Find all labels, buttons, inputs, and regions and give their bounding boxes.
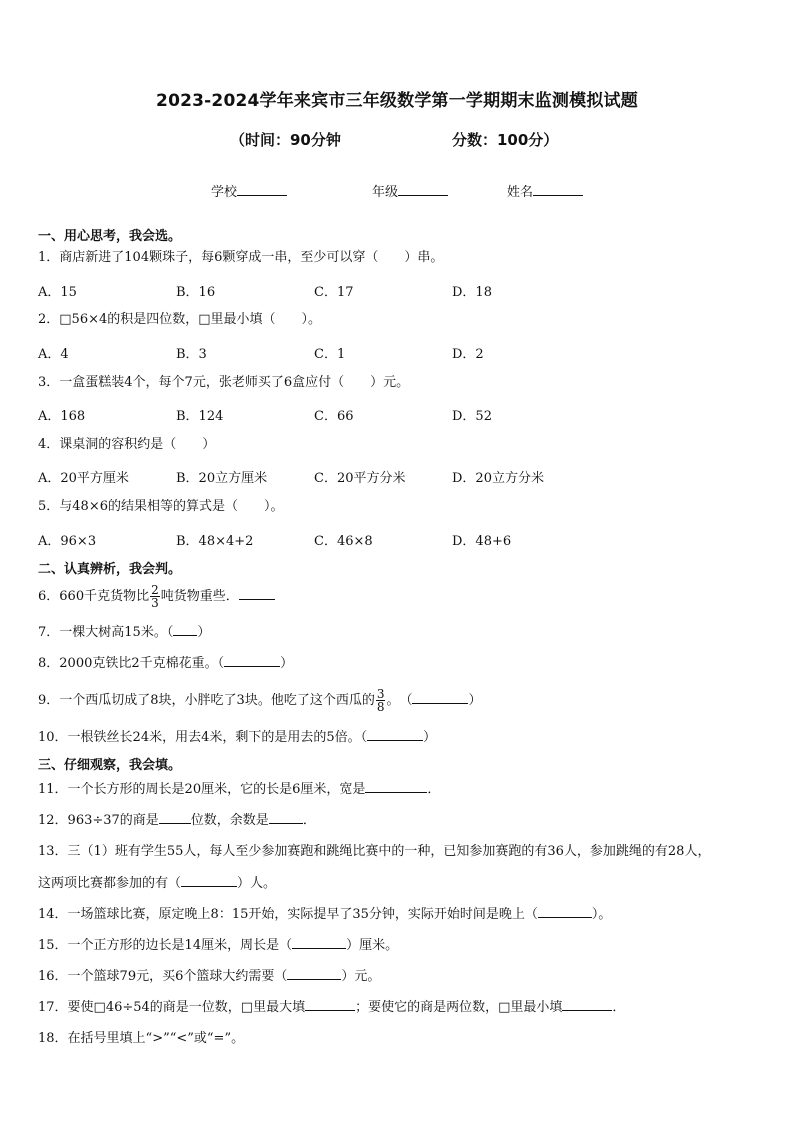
q2-option-d: D．2 (452, 347, 484, 362)
q3-option-c: C．66 (314, 409, 354, 424)
exam-time: （时间：90分钟 (230, 131, 341, 149)
q9-close: ） (468, 693, 482, 708)
question-12 (38, 811, 316, 830)
q16-end: ）元。 (341, 969, 381, 984)
q4-option-c: C．20平方分米 (314, 471, 406, 486)
q8-text: 8．2000克铁比2千克棉花重。（ (38, 656, 225, 671)
q15-end: ）厘米。 (346, 938, 399, 953)
question-16 (38, 967, 380, 986)
question-7 (38, 623, 210, 642)
q12-blank-remainder (269, 811, 303, 824)
q14-answer-blank (538, 905, 592, 918)
q9-fraction (376, 688, 386, 713)
q12-text-b: 位数，余数是 (190, 813, 269, 828)
grade-field (372, 181, 448, 200)
question-13-line-1: 13．三（1）班有学生55人，每人至少参加赛跑和跳绳比赛中的一种，已知参加赛跑的有36人，参加跳绳的有28人， (38, 844, 711, 859)
q10-text: 10．一根铁丝长24米，用去4米，剩下的是用去的5倍。（ (38, 730, 368, 745)
q1-option-c: C．17 (314, 285, 354, 300)
question-4: 4．课桌洞的容积约是（ ） (38, 437, 216, 452)
q3-option-a: A．168 (38, 409, 86, 424)
school-field (211, 181, 287, 200)
q8-answer-blank (224, 654, 280, 667)
q17-blank-min (562, 998, 612, 1011)
q2-option-c: C．1 (314, 347, 346, 362)
q5-option-d: D．48+6 (452, 534, 512, 549)
question-1: 1．商店新进了104颗珠子，每6颗穿成一串，至少可以穿（ ）串。 (38, 250, 444, 265)
question-14 (38, 905, 611, 924)
q14-end: ）。 (591, 907, 612, 922)
q11-text: 11．一个长方形的周长是20厘米，它的长是6厘米，宽是 (38, 782, 366, 797)
exam-score: 分数：100分） (452, 131, 559, 149)
question-11 (38, 780, 440, 799)
q13-answer-blank (181, 874, 237, 887)
q15-text: 15．一个正方形的边长是14厘米，周长是（ (38, 938, 293, 953)
q3-option-d: D．52 (452, 409, 492, 424)
q14-text: 14．一场篮球比赛，原定晚上8：15开始，实际提早了35分钟，实际开始时间是晚上（ (38, 907, 538, 922)
question-18: 18．在括号里填上“>”“<”或“=”。 (38, 1031, 245, 1046)
q4-option-b: B．20立方厘米 (176, 471, 268, 486)
question-10 (38, 728, 436, 747)
q8-close: ） (280, 656, 294, 671)
question-5: 5．与48×6的结果相等的算式是（ ）。 (38, 499, 284, 514)
q5-option-c: C．46×8 (314, 534, 373, 549)
q9-answer-blank (412, 691, 468, 704)
q10-close: ） (423, 730, 437, 745)
q6-answer-blank (239, 587, 275, 600)
q16-answer-blank (287, 967, 341, 980)
q9-denominator: 8 (376, 700, 385, 714)
q12-end: ． (302, 813, 316, 828)
q17-text-b: ；要使它的商是两位数，□里最小填 (355, 1000, 563, 1015)
q1-option-d: D．18 (452, 285, 492, 300)
q6-numerator: 2 (151, 583, 159, 597)
q6-text-post: 吨货物重些． (160, 589, 239, 604)
q10-answer-blank (367, 728, 423, 741)
q6-fraction (150, 584, 160, 609)
name-label: 姓名 (507, 185, 534, 200)
grade-blank (398, 195, 448, 196)
exam-title: 2023-2024学年来宾市三年级数学第一学期期末监测模拟试题 (156, 91, 638, 111)
q6-text-pre: 6．660千克货物比 (38, 589, 150, 604)
q1-option-a: A．15 (38, 285, 77, 300)
section-3-heading: 三、仔细观察，我会填。 (38, 758, 182, 773)
q9-text-post: 。 （ (386, 693, 413, 708)
q4-option-d: D．20立方分米 (452, 471, 544, 486)
question-15 (38, 936, 398, 955)
q9-text-pre: 9．一个西瓜切成了8块，小胖吃了3块。他吃了这个西瓜的 (38, 693, 375, 708)
q2-option-b: B．3 (176, 347, 207, 362)
question-6 (38, 584, 275, 609)
section-1-heading: 一、用心思考，我会选。 (38, 229, 182, 244)
q5-option-a: A．96×3 (38, 534, 97, 549)
q4-option-a: A．20平方厘米 (38, 471, 129, 486)
q13-text: 这两项比赛都参加的有（ (38, 876, 182, 891)
q6-denominator: 3 (151, 596, 159, 610)
q17-blank-max (305, 998, 355, 1011)
q11-answer-blank (365, 780, 427, 793)
q11-end: ． (427, 782, 441, 797)
q17-text-a: 17．要使□46÷54的商是一位数，□里最大填 (38, 1000, 306, 1015)
section-2-heading: 二、认真辨析，我会判。 (38, 562, 182, 577)
q7-close: ） (197, 625, 211, 640)
q12-text-a: 12．963÷37的商是 (38, 813, 159, 828)
question-8 (38, 654, 293, 673)
question-2: 2．□56×4的积是四位数，□里最小填（ ）。 (38, 312, 322, 327)
question-17 (38, 998, 625, 1017)
q15-answer-blank (292, 936, 346, 949)
question-3: 3．一盒蛋糕装4个，每个7元，张老师买了6盒应付（ ）元。 (38, 375, 410, 390)
q7-answer-blank (173, 623, 197, 636)
q1-option-b: B．16 (176, 285, 216, 300)
name-field (507, 181, 583, 200)
q16-text: 16．一个篮球79元，买6个篮球大约需要（ (38, 969, 288, 984)
q17-end: ． (612, 1000, 626, 1015)
q7-text: 7．一棵大树高15米。（ (38, 625, 174, 640)
q13-end: ）人。 (237, 876, 277, 891)
q9-numerator: 3 (376, 687, 385, 701)
q3-option-b: B．124 (176, 409, 224, 424)
name-blank (533, 195, 583, 196)
grade-label: 年级 (372, 185, 399, 200)
q5-option-b: B．48×4+2 (176, 534, 254, 549)
question-13-line-2 (38, 874, 276, 893)
school-blank (237, 195, 287, 196)
school-label: 学校 (211, 185, 238, 200)
q12-blank-digits (159, 811, 191, 824)
question-9 (38, 688, 482, 713)
q2-option-a: A．4 (38, 347, 69, 362)
